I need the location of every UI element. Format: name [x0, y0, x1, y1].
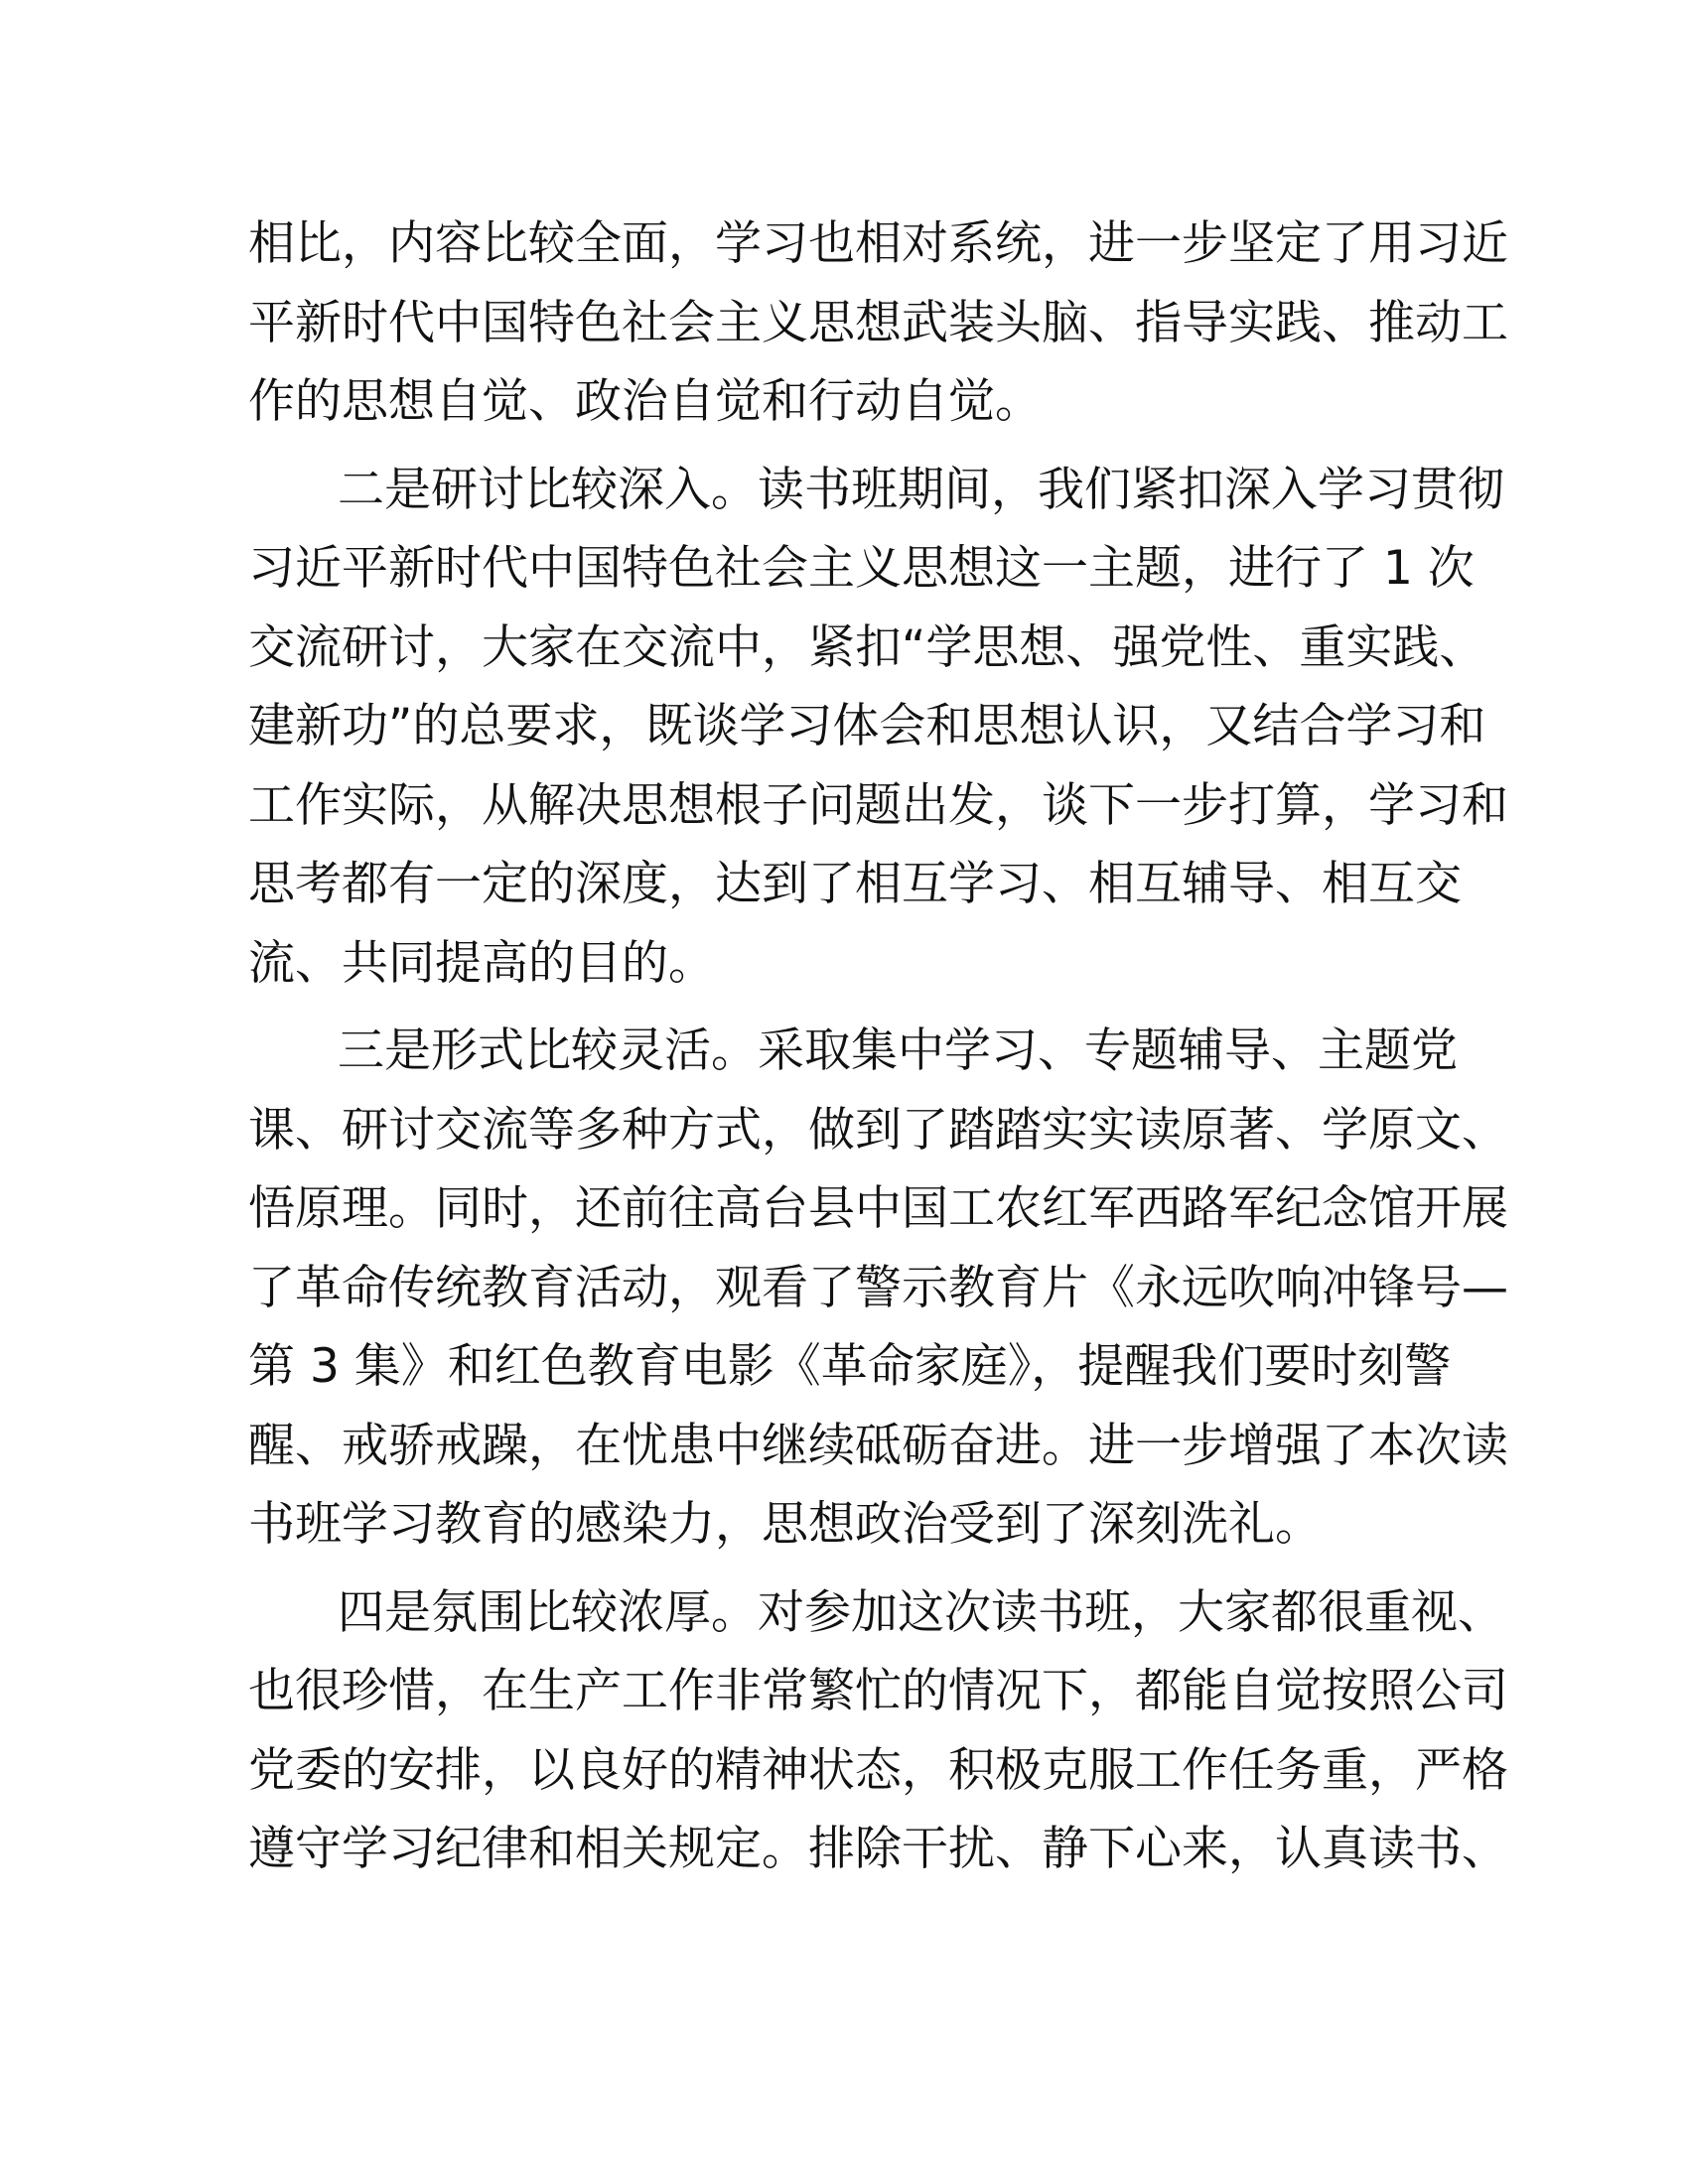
paragraph-1 [248, 205, 1508, 442]
paragraph-3 [248, 1012, 1508, 1565]
paragraph-4 [248, 1573, 1508, 1889]
text-line: 课、研讨交流等多种方式，做到了踏踏实实读原著、学原文、 [248, 1102, 1508, 1158]
text-line: 工作实际，从解决思想根子问题出发，谈下一步打算，学习和 [248, 777, 1508, 833]
text-line: 四是氛围比较浓厚。对参加这次读书班，大家都很重视、 [338, 1584, 1504, 1640]
text-line: 遵守学习纪律和相关规定。排除干扰、静下心来，认真读书、 [248, 1822, 1508, 1876]
text-line: 思考都有一定的深度，达到了相互学习、相互辅导、相互交 [248, 857, 1462, 911]
text-line: 二是研讨比较深入。读书班期间，我们紧扣深入学习贯彻 [338, 462, 1504, 517]
text-line: 习近平新时代中国特色社会主义思想这一主题，进行了 1 次 [248, 541, 1475, 596]
text-line: 醒、戒骄戒躁，在忧患中继续砥砺奋进。进一步增强了本次读 [248, 1418, 1508, 1473]
text-line: 也很珍惜，在生产工作非常繁忙的情况下，都能自觉按照公司 [248, 1664, 1508, 1718]
text-line: 交流研讨，大家在交流中，紧扣“学思想、强党性、重实践、 [248, 619, 1486, 675]
paragraph-2 [248, 451, 1508, 1004]
paragraph-spacing [248, 1565, 1440, 1573]
text-line: 书班学习教育的感染力，思想政治受到了深刻洗礼。 [248, 1497, 1322, 1552]
body-text [248, 205, 1508, 1889]
text-line: 流、共同提高的目的。 [248, 935, 715, 991]
text-line: 建新功”的总要求，既谈学习体会和思想认识，又结合学习和 [248, 699, 1486, 753]
text-line: 悟原理。同时，还前往高台县中国工农红军西路军纪念馆开展 [248, 1181, 1508, 1236]
text-line: 作的思想自觉、政治自觉和行动自觉。 [248, 374, 1042, 429]
text-line: 平新时代中国特色社会主义思想武装头脑、指导实践、推动工 [248, 295, 1508, 350]
paragraph-spacing [248, 442, 1440, 451]
text-line: 党委的安排，以良好的精神状态，积极克服工作任务重，严格 [248, 1742, 1508, 1798]
text-line: 第 3 集》和红色教育电影《革命家庭》，提醒我们要时刻警 [248, 1339, 1452, 1394]
text-line: 三是形式比较灵活。采取集中学习、专题辅导、主题党 [338, 1024, 1458, 1078]
text-line: 相比，内容比较全面，学习也相对系统，进一步坚定了用习近 [248, 216, 1508, 271]
text-line: 了革命传统教育活动，观看了警示教育片《永远吹响冲锋号— [248, 1260, 1508, 1315]
paragraph-spacing [248, 1003, 1440, 1012]
